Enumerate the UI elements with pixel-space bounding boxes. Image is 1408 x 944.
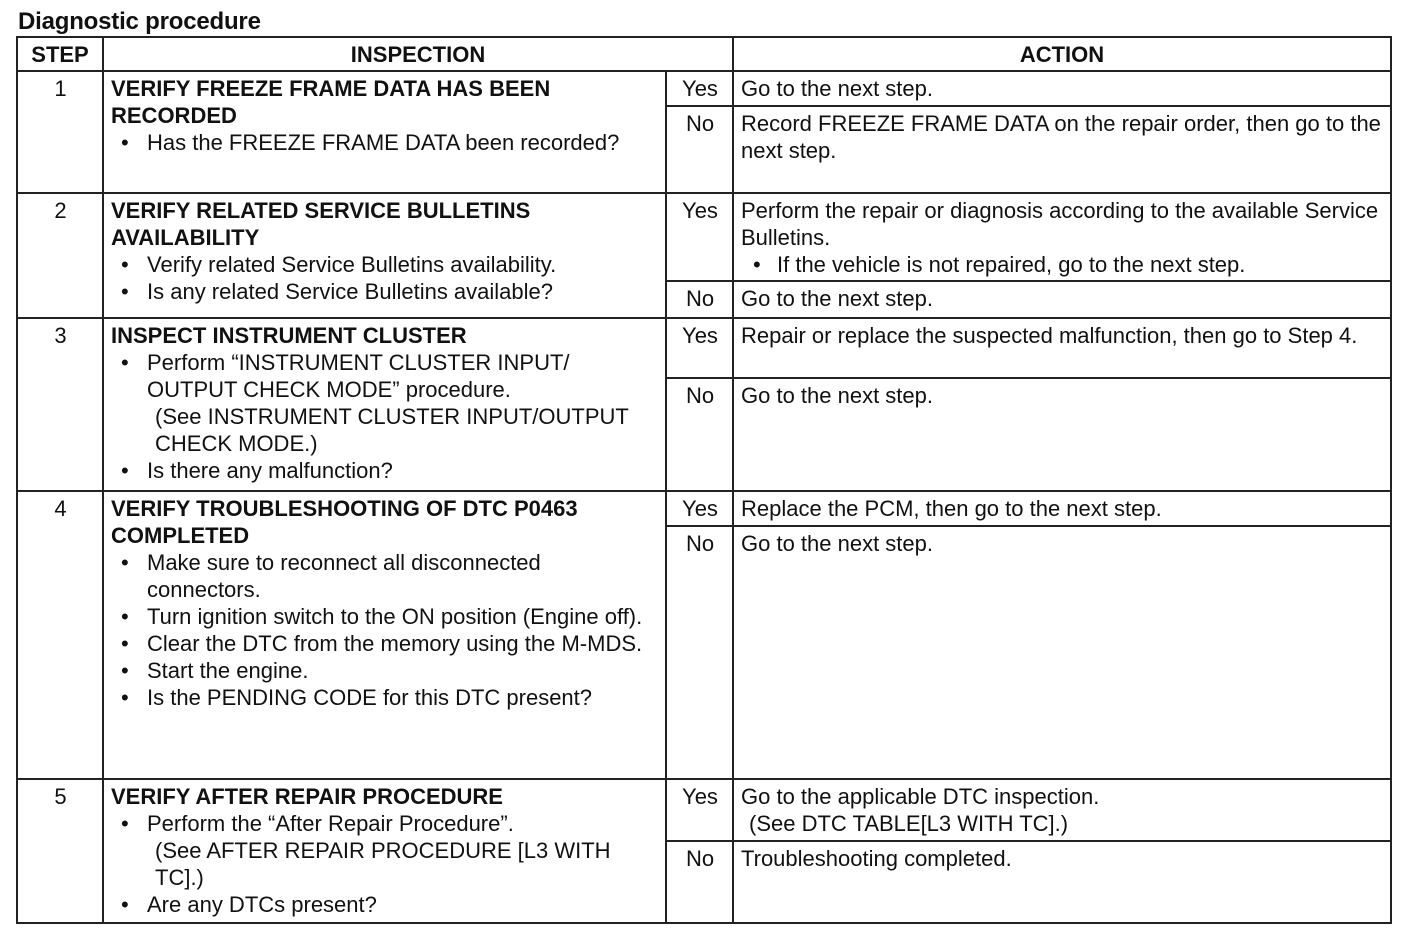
no-label: No	[666, 281, 733, 318]
inspection-title: VERIFY RELATED SERVICE BULLETINS AVAILABILITY	[111, 197, 531, 250]
inspection-title: VERIFY AFTER REPAIR PROCEDURE	[111, 784, 503, 810]
inspection-bullet: • Start the engine.	[147, 657, 659, 684]
step-3-yes-row	[17, 318, 1391, 378]
yes-action: Perform the repair or diagnosis according to the available Service Bulletins.	[741, 197, 1379, 250]
step-1-yes-row	[17, 71, 1391, 106]
no-action: Troubleshooting completed.	[733, 841, 1391, 923]
step-2-yes-row	[17, 193, 1391, 281]
page-title: Diagnostic procedure	[18, 8, 261, 35]
inspection-bullet: • Is there any malfunction?	[147, 457, 659, 484]
no-action: Go to the next step.	[733, 526, 1391, 779]
bullet-text: • Perform “INSTRUMENT CLUSTER INPUT/ OUTPUT CHECK MODE” procedure.	[147, 350, 570, 403]
inspection-bullet: • Clear the DTC from the memory using the M-MDS.	[147, 630, 659, 657]
no-label: No	[666, 841, 733, 923]
yes-action: Repair or replace the suspected malfunction, then go to Step 4.	[733, 318, 1391, 378]
step-5-yes-row	[17, 779, 1391, 840]
yes-action: Go to the next step.	[733, 71, 1391, 106]
no-label: No	[666, 378, 733, 491]
reference-note: (See INSTRUMENT CLUSTER INPUT/OUTPUT CHECK MODE.)	[155, 404, 629, 457]
inspection-bullet: • Are any DTCs present?	[147, 891, 659, 918]
step-number: 4	[17, 491, 103, 779]
header-action: ACTION	[733, 37, 1391, 71]
yes-label: Yes	[666, 491, 733, 526]
bullet-text: • Perform the “After Repair Procedure”.	[147, 811, 514, 837]
inspection-cell	[103, 318, 666, 491]
no-label: No	[666, 106, 733, 192]
inspection-title: VERIFY TROUBLESHOOTING OF DTC P0463 COMPLETED	[111, 495, 578, 548]
yes-label: Yes	[666, 318, 733, 378]
header-inspection: INSPECTION	[103, 37, 733, 71]
step-number: 5	[17, 779, 103, 923]
step-number: 2	[17, 193, 103, 319]
yes-action: Go to the applicable DTC inspection.	[741, 784, 1100, 810]
no-label: No	[666, 526, 733, 779]
step-number: 3	[17, 318, 103, 491]
no-action: Go to the next step.	[733, 378, 1391, 491]
reference-note: (See DTC TABLE[L3 WITH TC].)	[749, 811, 1069, 837]
yes-action-cell	[733, 779, 1391, 840]
inspection-bullet: • Is any related Service Bulletins available?	[147, 278, 659, 305]
step-4-yes-row	[17, 491, 1391, 526]
inspection-bullet: • Make sure to reconnect all disconnected connectors.	[147, 549, 659, 603]
yes-action-cell	[733, 193, 1391, 281]
yes-label: Yes	[666, 71, 733, 106]
no-action: Record FREEZE FRAME DATA on the repair order, then go to the next step.	[733, 106, 1391, 192]
header-row	[17, 37, 1391, 71]
yes-label: Yes	[666, 193, 733, 281]
action-bullet: • If the vehicle is not repaired, go to the next step.	[777, 251, 1384, 278]
inspection-cell	[103, 779, 666, 923]
no-action: Go to the next step.	[733, 281, 1391, 318]
diagnostic-table	[16, 36, 1392, 924]
inspection-cell	[103, 491, 666, 779]
inspection-bullet: • Has the FREEZE FRAME DATA been recorded?	[147, 129, 659, 156]
inspection-bullet	[147, 810, 659, 891]
inspection-bullet: • Turn ignition switch to the ON position (Engine off).	[147, 603, 659, 630]
inspection-title: VERIFY FREEZE FRAME DATA HAS BEEN RECORDED	[111, 76, 551, 129]
yes-label: Yes	[666, 779, 733, 840]
header-step: STEP	[17, 37, 103, 71]
inspection-bullet: • Verify related Service Bulletins availability.	[147, 251, 659, 278]
yes-action: Replace the PCM, then go to the next step.	[733, 491, 1391, 526]
inspection-bullet: • Is the PENDING CODE for this DTC present?	[147, 684, 659, 711]
step-number: 1	[17, 71, 103, 193]
inspection-cell	[103, 193, 666, 319]
inspection-title: INSPECT INSTRUMENT CLUSTER	[111, 323, 467, 349]
inspection-cell	[103, 71, 666, 193]
inspection-bullet	[147, 349, 659, 457]
reference-note: (See AFTER REPAIR PROCEDURE [L3 WITH TC].)	[155, 838, 611, 891]
